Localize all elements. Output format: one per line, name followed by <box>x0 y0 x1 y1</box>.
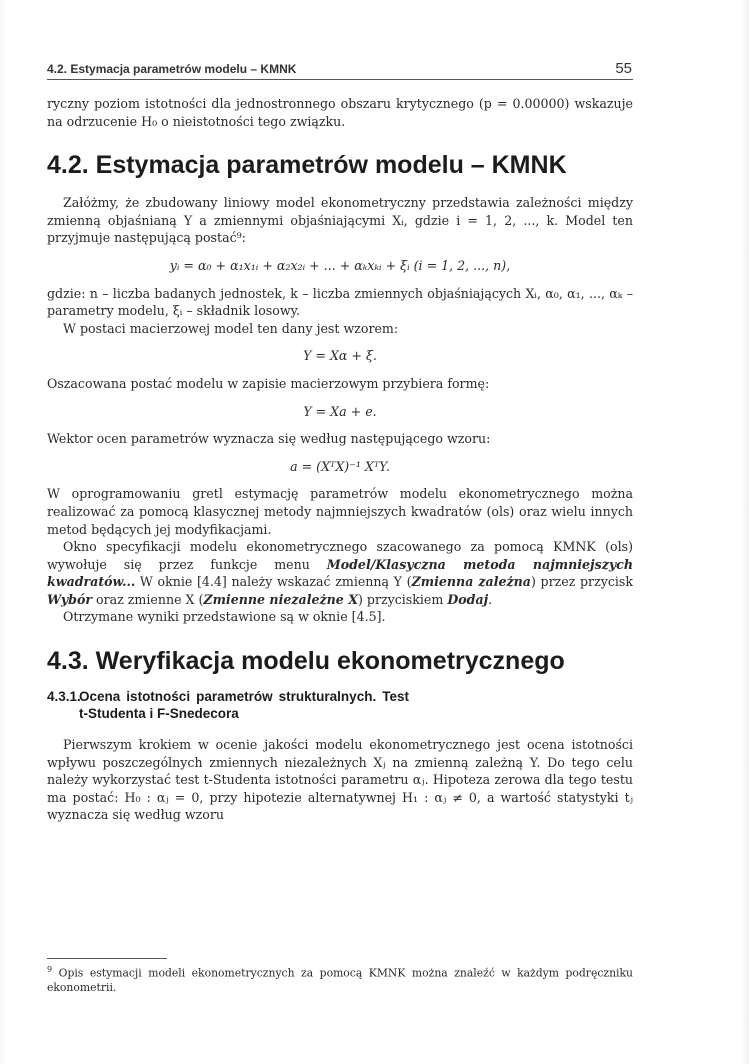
equation-ols-estimator: a = (XᵀX)⁻¹ XᵀY. <box>290 458 390 474</box>
text-run: W oknie [4.4] należy wskazać zmienną Y ( <box>135 574 412 590</box>
equation-estimated-model: Y = Xa + e. <box>303 403 377 419</box>
text-run: oraz zmienne X ( <box>92 591 204 607</box>
add-button-label: Dodaj <box>447 591 489 607</box>
section-heading-4-2: 4.2. Estymacja parametrów modelu – KMNK <box>47 151 567 180</box>
text-run: ) przez przycisk <box>530 574 634 590</box>
paragraph-results-window: Otrzymane wyniki przedstawione są w oknie [4.5]. <box>63 609 386 625</box>
running-head-title: 4.2. Estymacja parametrów modelu – KMNK <box>47 62 297 76</box>
dependent-variable-label: Zmienna zależna <box>411 574 531 590</box>
equation-matrix-model: Y = Xα + ξ. <box>303 348 377 364</box>
paragraph-matrix-form: W postaci macierzowej model ten dany jest wzorem: <box>63 320 399 336</box>
footnote-marker: 9 <box>47 965 53 974</box>
text-run: Okno specyfikacji modelu ekonometrycznego szacowanego za pomocą KMNK (ols) wywołuje się przez funkcje menu <box>47 539 633 572</box>
text-run: ) przyciskiem <box>357 591 448 607</box>
paragraph-gretl: W oprogramowaniu gretl estymację parametrów modelu ekonometrycznego można realizować za pomocą klasycznej metody najmniejszych kwadratów (ols) oraz wielu innych metod będących jej modyfikacjami. <box>47 486 633 537</box>
running-head <box>47 60 632 77</box>
subsection-heading-4-3-1 <box>47 688 633 722</box>
footnote-text: Opis estymacji modeli ekonometrycznych za pomocą KMNK można znaleźć w każdym podręczniku ekonometrii. <box>47 966 633 994</box>
independent-variables-label: Zmienne niezależne X <box>203 591 358 607</box>
page-body <box>47 95 633 824</box>
paragraph-estimator-intro: Wektor ocen parametrów wyznacza się według następującego wzoru: <box>47 431 491 447</box>
choose-button-label: Wybór <box>47 591 93 607</box>
footnote <box>47 963 633 995</box>
subsection-title: Ocena istotności parametrów strukturalnych. Test t-Studenta i F-Snedecora <box>79 689 409 722</box>
section-heading-4-3: 4.3. Weryfikacja modelu ekonometrycznego <box>47 647 565 676</box>
footnote-rule <box>47 958 167 959</box>
paragraph-definitions: gdzie: n – liczba badanych jednostek, k – liczba zmiennych objaśniających Xᵢ, α₀, α₁, ..., αₖ – parametry modelu, ξᵢ – składnik losowy. <box>47 285 633 319</box>
header-rule <box>47 79 633 80</box>
subsection-number: 4.3.1. <box>47 689 81 705</box>
paragraph-estimated-form: Oszacowana postać modelu w zapisie macierzowym przybiera formę: <box>47 375 490 391</box>
menu-path: Model/Klasyczna metoda najmniejszych kwadratów... <box>47 556 634 590</box>
text-run: . <box>488 591 493 607</box>
intro-paragraph: ryczny poziom istotności dla jednostronnego obszaru krytycznego (p = 0.00000) wskazuje na odrzucenie H₀ o nieistotności tego związku. <box>47 96 633 129</box>
paragraph-model-assumption: Załóżmy, że zbudowany liniowy model ekonometryczny przedstawia zależności między zmienną objaśnianą Y a zmiennymi objaśniającymi Xᵢ, gdzie i = 1, 2, ..., k. Model ten przyjmuje następującą postać⁹: <box>47 195 633 246</box>
paragraph-specification-window <box>47 538 633 608</box>
paragraph-significance-test: Pierwszym krokiem w ocenie jakości modelu ekonometrycznego jest ocena istotności wpływu poszczególnych zmiennych niezależnych Xⱼ na zmienną zależną Y. Do tego celu należy wykorzystać test t-Studenta istotności parametru αⱼ. Hipoteza zerowa dla tego testu ma postać: H₀ : αⱼ = 0, przy hipotezie alternatywnej H₁ : αⱼ ≠ 0, a wartość statystyki tⱼ wyznacza się według wzoru <box>47 737 633 823</box>
equation-linear-model: yᵢ = α₀ + α₁x₁ᵢ + α₂x₂ᵢ + ... + αₖxₖᵢ + ξᵢ (i = 1, 2, ..., n), <box>169 257 511 273</box>
page-number: 55 <box>615 60 632 77</box>
